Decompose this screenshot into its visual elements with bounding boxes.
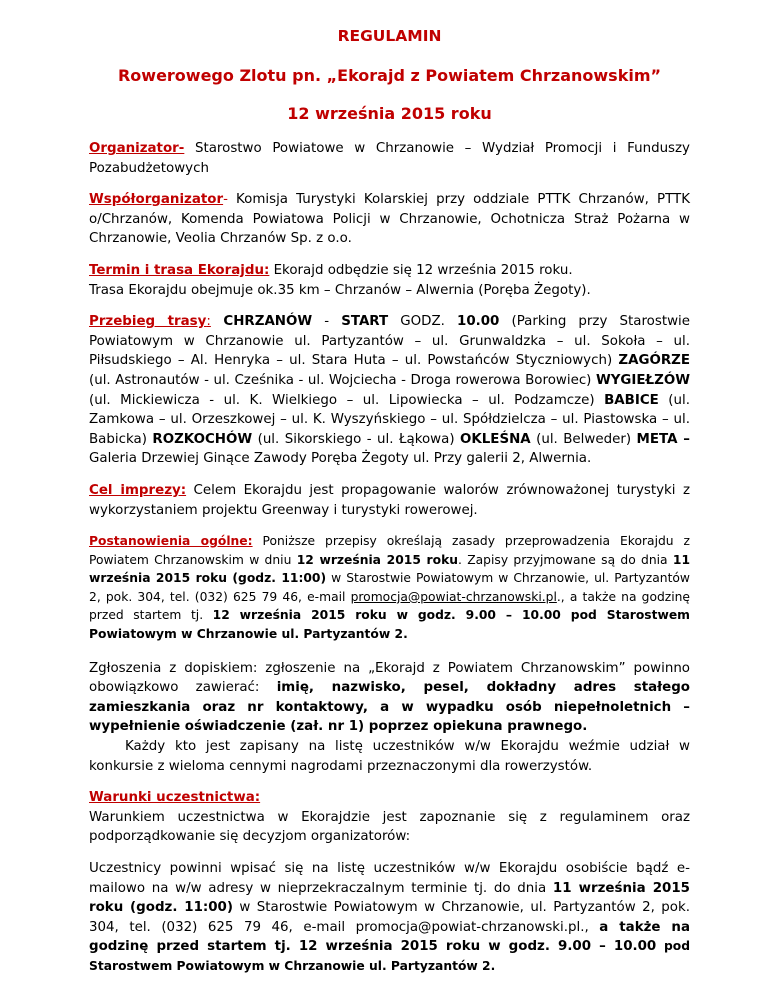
postanowienia-deadline: 11 września 2015 roku (godz. 11:00) (89, 552, 691, 586)
section-konkurs: Każdy kto jest zapisany na listę uczestników w/w Ekorajdu weźmie udział w konkursie z wieloma cennymi nagrodami przeznaczonymi dla rowerzystów. (89, 739, 690, 774)
section-postanowienia (89, 532, 690, 644)
termin-text1: Ekorajd odbędzie się 12 września 2015 roku. (269, 262, 573, 278)
postanowienia-text: ., a także na godzinę przed startem tj. (89, 589, 691, 623)
route-text: GODZ. (388, 314, 458, 330)
section-cel (89, 481, 690, 520)
postanowienia-label: Postanowienia ogólne: (89, 534, 253, 549)
warunki-text: Warunkiem uczestnictwa w Ekorajdzie jest zapoznanie się z regulaminem oraz podporządkowanie się decyzjom organizatorów: (89, 809, 690, 845)
route-text: (ul. Sikorskiego - ul. Łąkowa) (252, 431, 460, 447)
wspolorganizator-label: Współorganizator (89, 192, 224, 208)
doc-title: REGULAMIN (337, 27, 442, 45)
postanowienia-text: Poniższe przepisy określają zasady przeprowadzenia Ekorajdu z Powiatem Chrzanowskim w dniu (89, 534, 690, 567)
email-link[interactable]: promocja@powiat-chrzanowski.pl (350, 589, 557, 604)
route-start: START (341, 314, 389, 330)
route-rozkochow: ROZKOCHÓW (152, 431, 253, 447)
uczestnicy-start-info: a także na godzinę przed startem tj. 12 września 2015 roku w godz. 9.00 – 10.00 (89, 919, 690, 955)
postanowienia-start-info: 12 września 2015 roku w godz. 9.00 – 10.00 pod Starostwem Powiatowym w Chrzanowie ul. Partyzantów 2. (89, 608, 690, 642)
route-text: Galeria Drzewiej Ginące Zawody Poręba Żegoty ul. Przy galerii 2, Alwernia. (89, 451, 592, 467)
wspolorganizator-text: Komisja Turystyki Kolarskiej przy oddziale PTTK Chrzanów, PTTK o/Chrzanów, Komenda Powiatowa Policji w Chrzanowie, Ochotnicza Straż Pożarna w Chrzanowie, Veolia Chrzanów Sp. z o.o. (89, 192, 690, 247)
zgloszenia-required: imię, nazwisko, pesel, dokładny adres stałego zamieszkania oraz nr kontaktowy, a w wypadku osób niepełnoletnich – wypełnienie oświadczenie (zał. nr 1) poprzez opiekuna prawnego. (89, 680, 690, 735)
route-text: - (312, 314, 342, 330)
uczestnicy-text: w Starostwie Powiatowym w Chrzanowie, ul. Partyzantów 2, pok. 304, tel. (032) 625 79 46, e-mail promocja@powiat-chrzanowski.pl., (89, 900, 690, 935)
section-termin (89, 261, 690, 300)
section-organizator (89, 139, 690, 178)
termin-text2: Trasa Ekorajdu obejmuje ok.35 km – Chrzanów – Alwernia (Poręba Żegoty). (89, 282, 591, 298)
organizator-text: Starostwo Powiatowe w Chrzanowie – Wydział Promocji i Funduszy Pozabudżetowych (89, 141, 690, 176)
organizator-label: Organizator- (89, 141, 185, 156)
przebieg-colon: : (206, 314, 211, 330)
doc-date: 12 września 2015 roku (287, 104, 492, 123)
route-chrzanow: CHRZANÓW (210, 314, 313, 330)
uczestnicy-text: Uczestnicy powinni wpisać się na listę uczestników w/w Ekorajdu osobiście bądź e-mailowo na w/w adresy w nieprzekraczalnym terminie tj. do dnia (89, 861, 690, 896)
section-uczestnicy (89, 859, 690, 977)
wspolorganizator-dash: - (223, 192, 228, 208)
route-zagorze: ZAGÓRZE (618, 353, 690, 369)
doc-subtitle: Rowerowego Zlotu pn. „Ekorajd z Powiatem Chrzanowskim” (117, 66, 662, 85)
uczestnicy-location: pod Starostwem Powiatowym w Chrzanowie ul. Partyzantów 2. (89, 939, 690, 973)
route-oklesna: OKLEŚNA (460, 431, 531, 447)
przebieg-label: Przebieg trasy (89, 314, 207, 330)
zgloszenia-text: Zgłoszenia z dopiskiem: zgłoszenie na „Ekorajd z Powiatem Chrzanowskim” powinno obowiązkowo zawierać: (89, 660, 690, 696)
warunki-label: Warunki uczestnictwa: (89, 790, 261, 806)
postanowienia-date: 12 września 2015 roku (296, 552, 459, 567)
postanowienia-text: . Zapisy przyjmowane są do dnia (458, 552, 673, 567)
termin-label: Termin i trasa Ekorajdu: (89, 262, 270, 278)
cel-text: Celem Ekorajdu jest propagowanie walorów zrównoważonej turystyki z wykorzystaniem projektu Greenway i turystyki rowerowej. (89, 482, 691, 518)
uczestnicy-deadline: 11 września 2015 roku (godz. 11:00) (89, 880, 690, 916)
cel-label: Cel imprezy: (89, 482, 187, 498)
section-warunki (89, 788, 690, 847)
route-text: (ul. Mickiewicza - ul. K. Wielkiego – ul. Lipowiecka – ul. Podzamcze) (89, 392, 605, 408)
section-zgloszenia (89, 659, 690, 737)
route-text: (Parking przy Starostwie Powiatowym w Chrzanowie ul. Partyzantów – ul. Grunwaldzka – ul. Sokoła – ul. Piłsudskiego – Al. Henryka – ul. Stara Huta – ul. Powstańców Styczniowych) (89, 314, 690, 369)
route-text: (ul. Astronautów - ul. Cześnika - ul. Wojciecha - Droga rowerowa Borowiec) (89, 372, 596, 388)
route-babice: BABICE (604, 392, 659, 408)
route-meta: META – (636, 431, 690, 447)
route-time: 10.00 (457, 314, 500, 330)
postanowienia-text: w Starostwie Powiatowym w Chrzanowie, ul. Partyzantów 2, pok. 304, tel. (032) 625 79 46, e-mail (89, 571, 690, 604)
route-text: (ul. Zamkowa – ul. Orzeszkowej – ul. K. Wyszyńskiego – ul. Spółdzielcza – ul. Piastowska – ul. Babicka) (89, 392, 690, 447)
section-wspolorganizator (89, 190, 690, 249)
route-text: (ul. Belweder) (530, 431, 637, 447)
section-przebieg (89, 312, 690, 469)
route-wygielzow: WYGIEŁZÓW (595, 372, 690, 388)
